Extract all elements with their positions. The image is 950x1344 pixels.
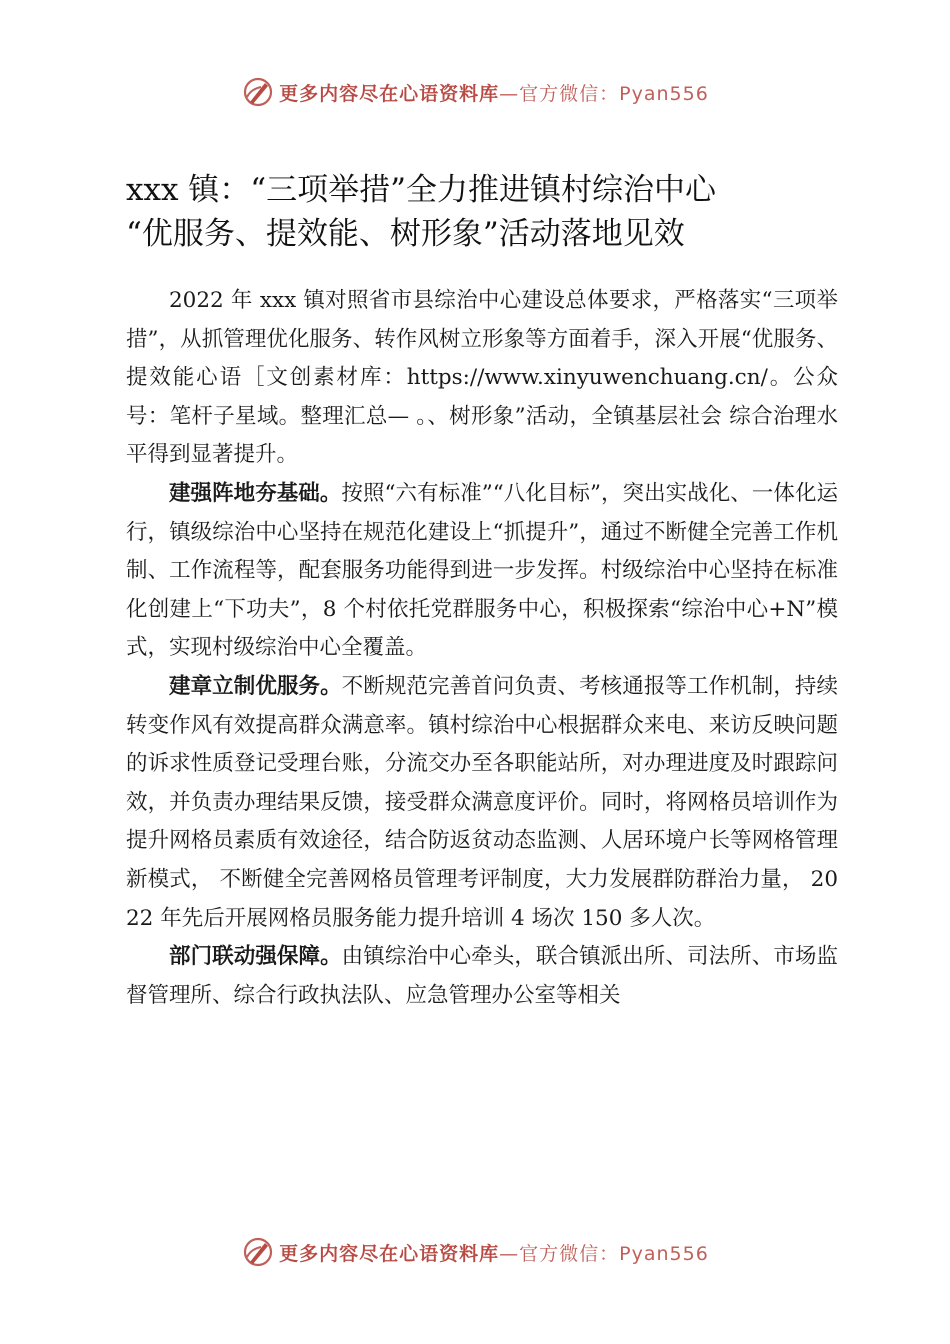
banner-text: 更多内容尽在心语资料库—官方微信：Pyan556	[279, 1242, 709, 1265]
title-line-2: “优服务、提效能、树形象”活动落地见效	[126, 216, 685, 252]
paragraph-text: 2022 年 xxx 镇对照省市县综治中心建设总体要求，严格落实“三项举措”，从抓管理优化服务、转作风树立形象等方面着手，深入开展“优服务、提效能心语［文创素材库：https://www.xinyuwenchuang.cn/。公众号：笔杆子星域。整理汇总— 。、树形象”活动，全镇基层社会 综合治理水平得到显著提升。	[126, 288, 838, 468]
document-title	[126, 168, 846, 256]
paragraph-linkage	[126, 938, 838, 1015]
paragraph-text: 按照“六有标准”“八化目标”，突出实战化、一体化运行，镇级综治中心坚持在规范化建设上“抓提升”，通过不断健全完善工作机制、工作流程等，配套服务功能得到进一步发挥。村级综治中心坚持在标准化创建上“下功夫”，8 个村依托党群服务中心，积极探索“综治中心+N”模式，实现村级综治中心全覆盖。	[126, 480, 838, 661]
footer-banner	[0, 1232, 950, 1272]
pen-logo-icon	[241, 1235, 275, 1269]
banner-text: 更多内容尽在心语资料库—官方微信：Pyan556	[279, 82, 709, 105]
paragraph-lead: 建章立制优服务。	[169, 673, 342, 699]
paragraph-intro	[126, 282, 838, 475]
paragraph-lead: 部门联动强保障。	[169, 944, 342, 970]
header-banner	[0, 72, 950, 112]
paragraph-text: 由镇综治中心牵头，联合镇派出所、司法所、市场监督管理所、综合行政执法队、应急管理办公室等相关	[126, 944, 838, 1008]
paragraph-base	[126, 475, 838, 668]
document-body	[126, 282, 838, 1015]
title-line-1: xxx 镇：“三项举措”全力推进镇村综治中心	[126, 172, 716, 208]
paragraph-text: 不断规范完善首问负责、考核通报等工作机制，持续转变作风有效提高群众满意率。镇村综治中心根据群众来电、来访反映问题的诉求性质登记受理台账，分流交办至各职能站所，对办理进度及时跟踪问效，并负责办理结果反馈，接受群众满意度评价。同时，将网格员培训作为提升网格员素质有效途径，结合防返贫动态监测、人居环境户长等网格管理新模式， 不断健全完善网格员管理考评制度，大力发展群防群治力量， 2022 年先后开展网格员服务能力提升培训 4 场次 150 多人次。	[126, 673, 838, 931]
paragraph-lead: 建强阵地夯基础。	[169, 480, 342, 506]
pen-logo-icon	[241, 75, 275, 109]
paragraph-service	[126, 668, 838, 938]
